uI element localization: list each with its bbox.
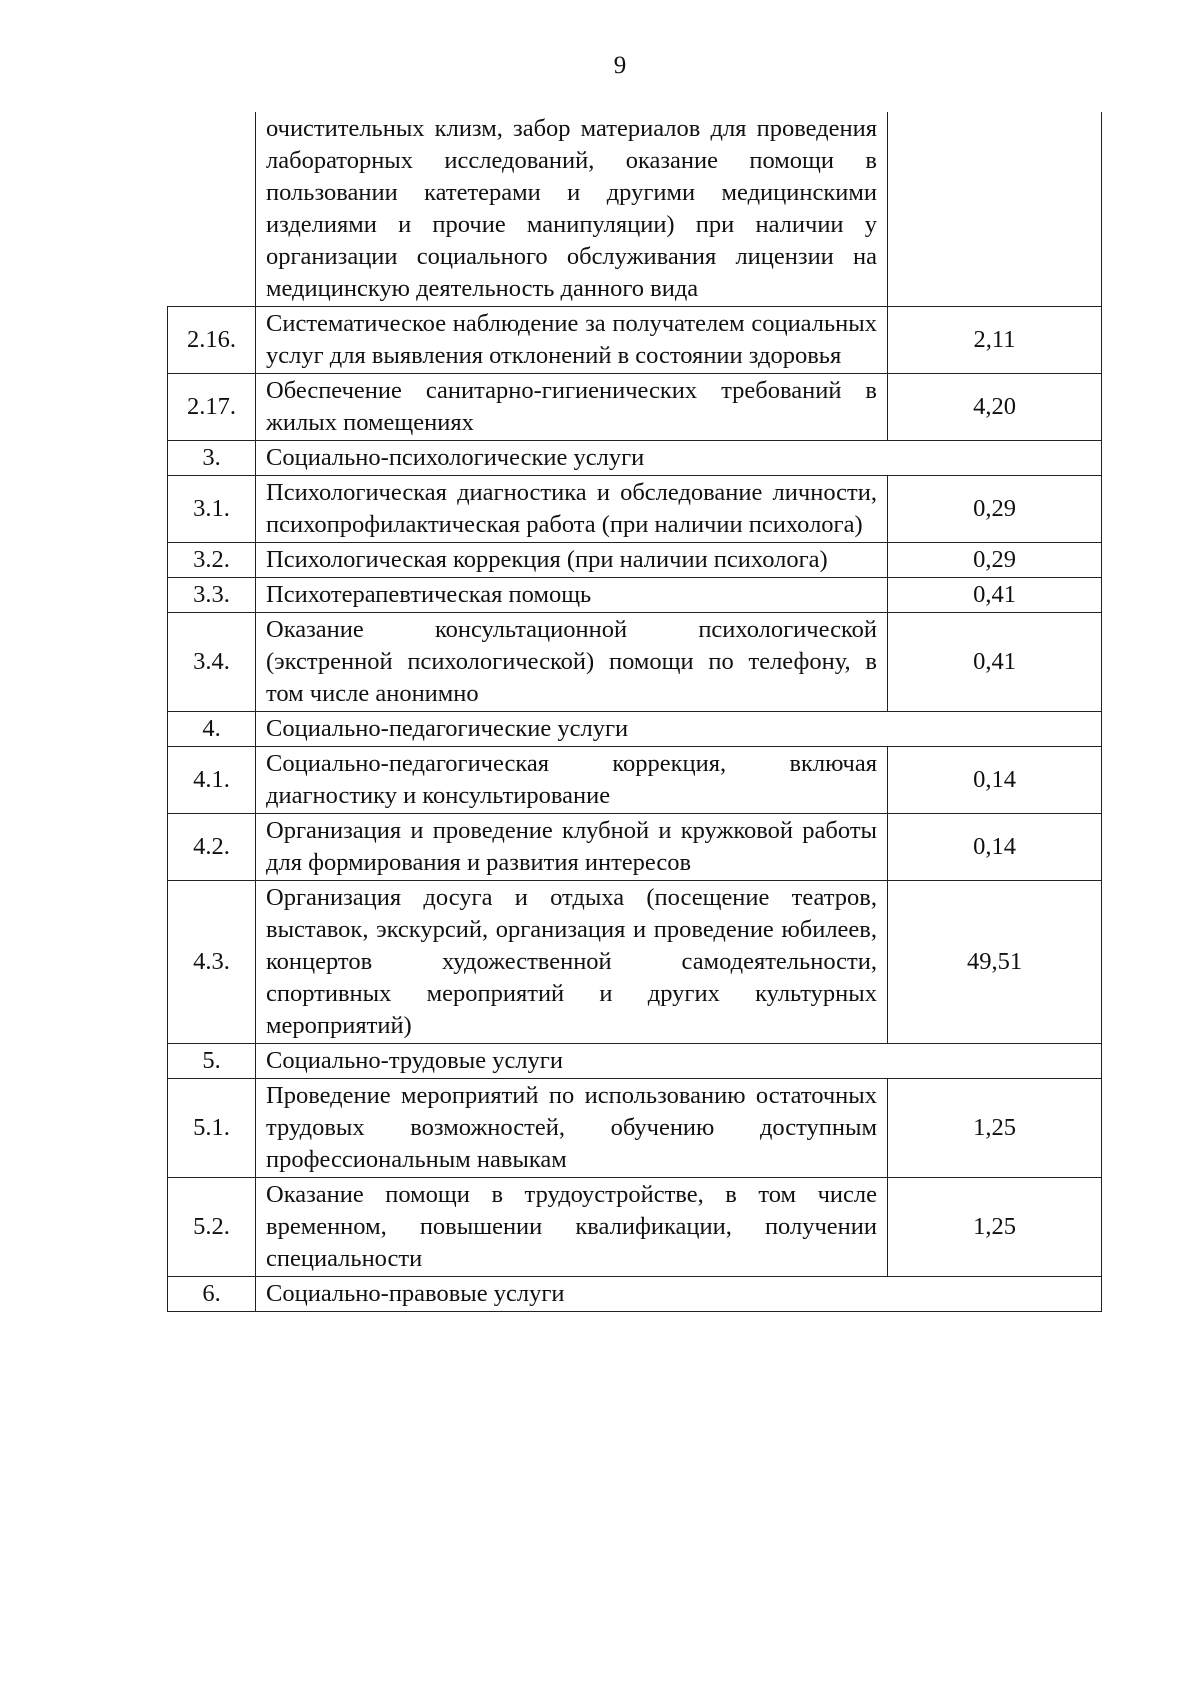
table-row (168, 613, 1102, 712)
service-value: 4,20 (888, 374, 1102, 441)
service-name: Психологическая коррекция (при наличии психолога) (256, 543, 888, 578)
service-value: 0,29 (888, 543, 1102, 578)
service-value: 0,14 (888, 814, 1102, 881)
section-title: Социально-психологические услуги (256, 441, 1102, 476)
row-number: 4.1. (168, 747, 256, 814)
row-number: 3.4. (168, 613, 256, 712)
service-name: Социально-педагогическая коррекция, включая диагностику и консультирование (256, 747, 888, 814)
row-number: 3.2. (168, 543, 256, 578)
table-row (168, 747, 1102, 814)
service-name: Проведение мероприятий по использованию остаточных трудовых возможностей, обучению доступным профессиональным навыкам (256, 1079, 888, 1178)
service-name: очистительных клизм, забор материалов для проведения лабораторных исследований, оказание помощи в пользовании катетерами и другими медицинскими изделиями и прочие манипуляции) при наличии у организации социального обслуживания лицензии на медицинскую деятельность данного вида (256, 112, 888, 307)
service-name: Психотерапевтическая помощь (256, 578, 888, 613)
row-number: 2.17. (168, 374, 256, 441)
row-number (168, 112, 256, 307)
table-row (168, 476, 1102, 543)
row-number: 5.1. (168, 1079, 256, 1178)
table-row (168, 112, 1102, 307)
section-number: 4. (168, 712, 256, 747)
section-title: Социально-правовые услуги (256, 1277, 1102, 1312)
page-number: 9 (613, 52, 627, 79)
section-title: Социально-педагогические услуги (256, 712, 1102, 747)
table-row (168, 374, 1102, 441)
service-value: 0,41 (888, 613, 1102, 712)
service-name: Оказание консультационной психологической (экстренной психологической) помощи по телефону, в том числе анонимно (256, 613, 888, 712)
service-value: 0,14 (888, 747, 1102, 814)
section-row (168, 1044, 1102, 1079)
service-name: Оказание помощи в трудоустройстве, в том числе временном, повышении квалификации, получении специальности (256, 1178, 888, 1277)
row-number: 4.2. (168, 814, 256, 881)
section-number: 6. (168, 1277, 256, 1312)
table-row (168, 1178, 1102, 1277)
service-name: Систематическое наблюдение за получателем социальных услуг для выявления отклонений в состоянии здоровья (256, 307, 888, 374)
row-number: 2.16. (168, 307, 256, 374)
services-table-body (168, 112, 1102, 1312)
section-title: Социально-трудовые услуги (256, 1044, 1102, 1079)
table-row (168, 881, 1102, 1044)
service-name: Психологическая диагностика и обследование личности, психопрофилактическая работа (при наличии психолога) (256, 476, 888, 543)
service-value: 0,41 (888, 578, 1102, 613)
section-row (168, 441, 1102, 476)
service-name: Организация досуга и отдыха (посещение театров, выставок, экскурсий, организация и проведение юбилеев, концертов художественной самодеятельности, спортивных мероприятий и других культурных мероприятий) (256, 881, 888, 1044)
row-number: 3.1. (168, 476, 256, 543)
table-row (168, 1079, 1102, 1178)
section-row (168, 1277, 1102, 1312)
row-number: 3.3. (168, 578, 256, 613)
service-value: 49,51 (888, 881, 1102, 1044)
service-value: 2,11 (888, 307, 1102, 374)
service-name: Обеспечение санитарно-гигиенических требований в жилых помещениях (256, 374, 888, 441)
service-value: 1,25 (888, 1178, 1102, 1277)
row-number: 4.3. (168, 881, 256, 1044)
section-row (168, 712, 1102, 747)
row-number: 5.2. (168, 1178, 256, 1277)
section-number: 3. (168, 441, 256, 476)
services-table (167, 112, 1102, 1312)
section-number: 5. (168, 1044, 256, 1079)
table-row (168, 543, 1102, 578)
service-name: Организация и проведение клубной и кружковой работы для формирования и развития интересов (256, 814, 888, 881)
service-value (888, 112, 1102, 307)
table-row (168, 307, 1102, 374)
table-row (168, 578, 1102, 613)
service-value: 0,29 (888, 476, 1102, 543)
table-row (168, 814, 1102, 881)
service-value: 1,25 (888, 1079, 1102, 1178)
